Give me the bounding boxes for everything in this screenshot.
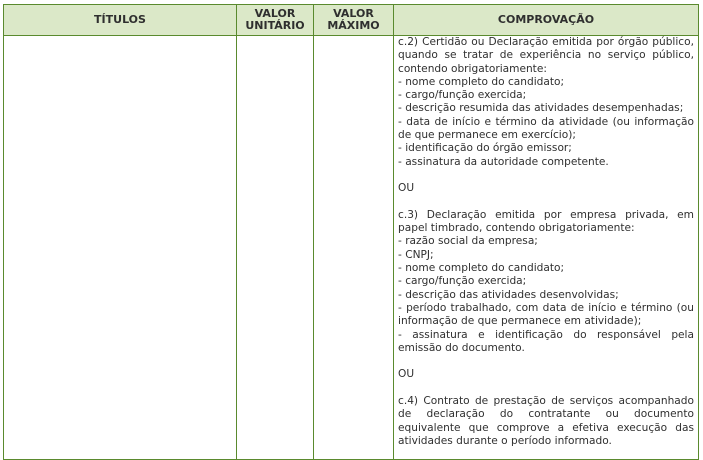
list-item: - período trabalhado, com data de início e término (ou informação de que permanece em atividade); [398,301,694,328]
list-item: - identificação do órgão emissor; [398,142,572,155]
list-item: - assinatura da autoridade competente. [398,155,609,168]
table-row [4,36,699,460]
list-item: - razão social da empresa; [398,235,538,248]
cell-comprovacao [394,36,699,460]
list-item: - descrição resumida das atividades desempenhadas; [398,102,684,115]
list-item: - CNPJ; [398,248,434,261]
cell-valor-unitario [237,36,314,460]
list-item: - assinatura e identificação do responsável pela emissão do documento. [398,328,694,354]
list-item: - data de início e término da atividade (ou informação de que permanece em exercício); [398,115,694,142]
list-item: - nome completo do candidato; [398,75,565,88]
list-item: - cargo/função exercida; [398,89,527,102]
list-item: - cargo/função exercida; [398,275,527,288]
titles-table [3,4,699,460]
list-item: - descrição das atividades desenvolvidas; [398,288,619,301]
cell-valor-maximo [314,36,394,460]
c3-paragraph: c.3) Declaração emitida por empresa privada, em papel timbrado, contendo obrigatoriamente: [398,208,694,235]
or-separator: OU [398,182,415,195]
cell-titulos [4,36,237,460]
header-comprovacao: COMPROVAÇÃO [394,5,699,36]
header-valor-maximo: VALOR MÁXIMO [314,5,394,36]
c2-paragraph: c.2) Certidão ou Declaração emitida por órgão público, quando se tratar de experiência no serviço público, contendo obrigatoriamente: [398,36,694,75]
c4-paragraph: c.4) Contrato de prestação de serviços acompanhado de declaração do contratante ou documento equivalente que comprove a efetiva execução das atividades durante o período informado. [398,395,694,447]
or-separator: OU [398,368,415,381]
header-valor-unitario: VALOR UNITÁRIO [237,5,314,36]
header-row [4,5,699,36]
list-item: - nome completo do candidato; [398,262,565,275]
header-titulos: TÍTULOS [4,5,237,36]
